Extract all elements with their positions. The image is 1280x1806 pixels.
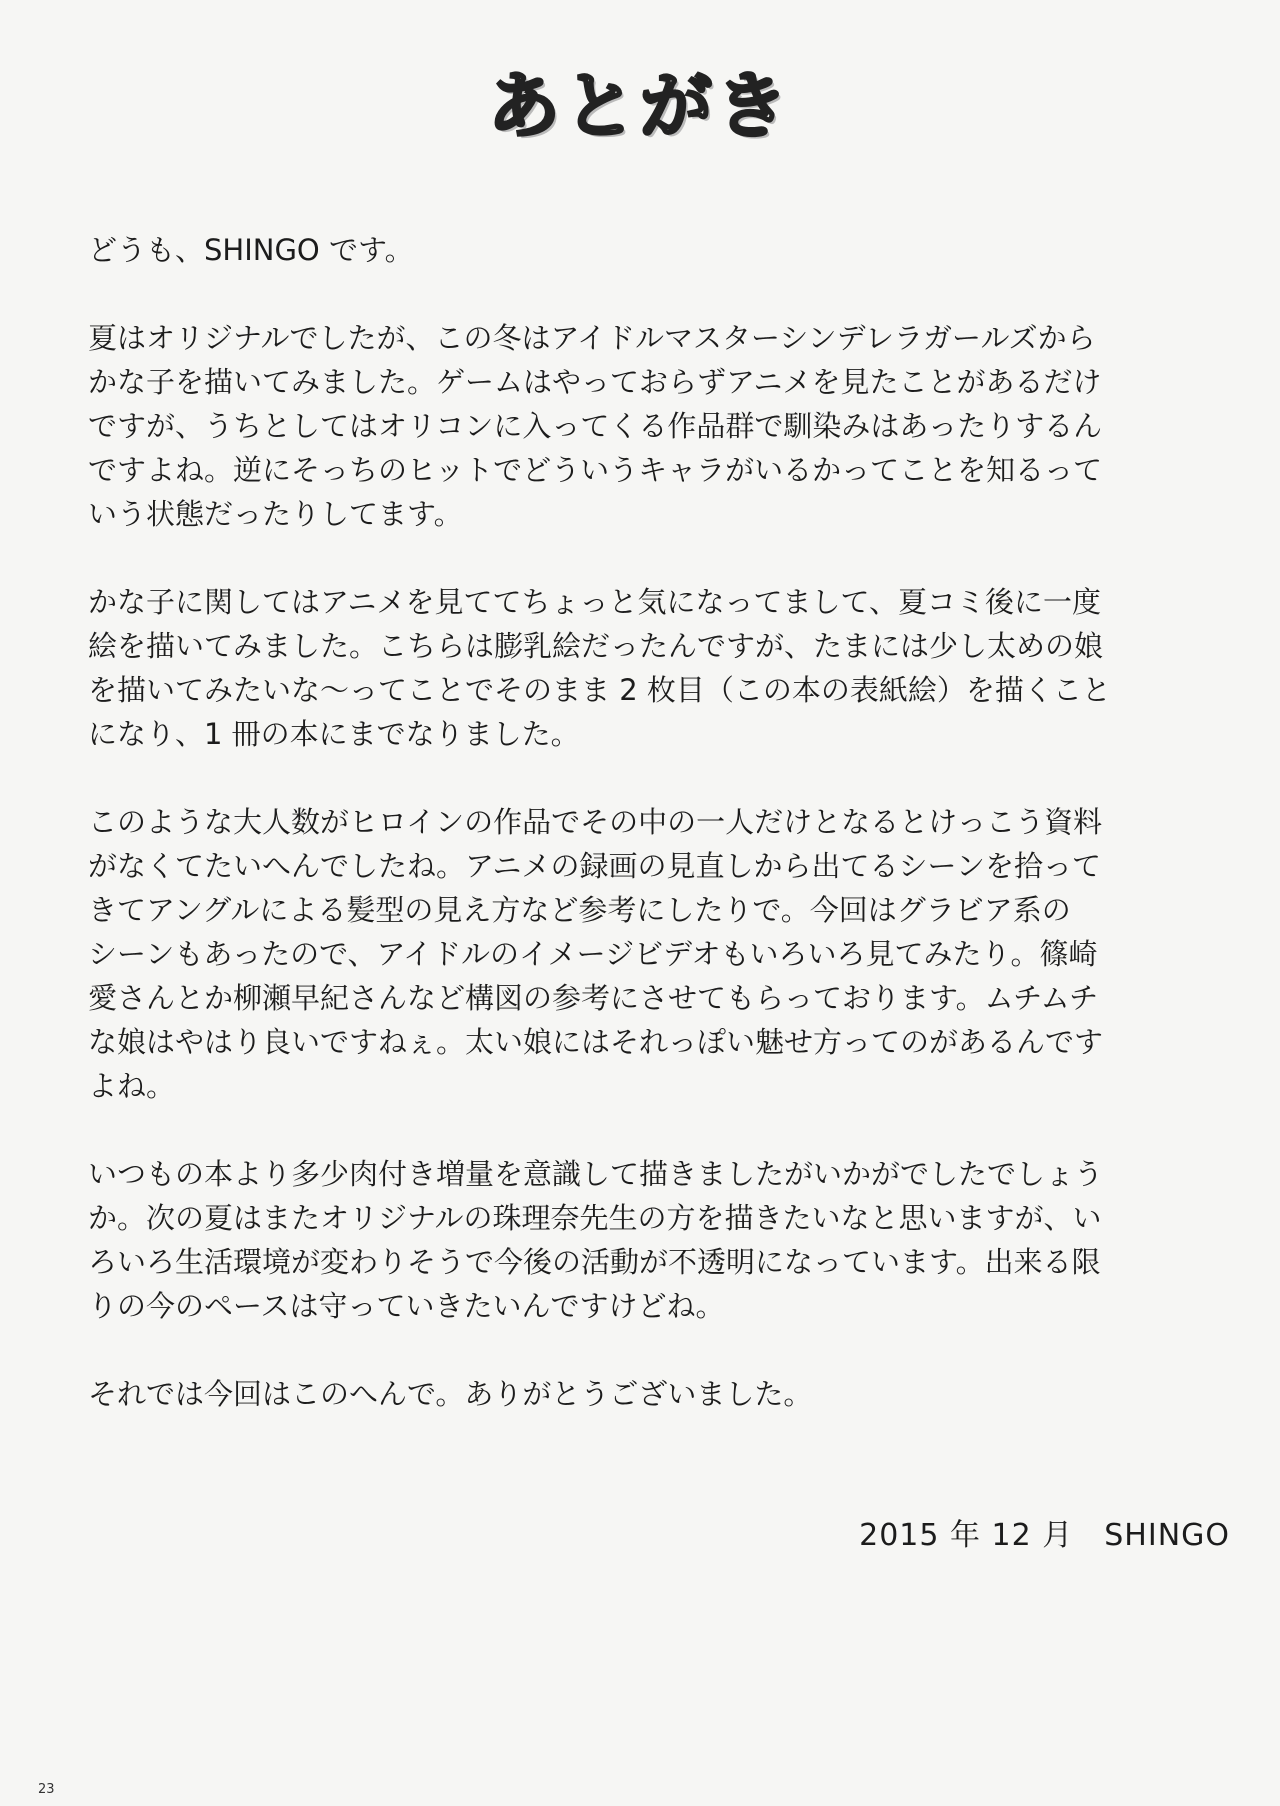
greeting-paragraph: どうも、SHINGO です。 (88, 233, 414, 267)
paragraph-2: かな子に関してはアニメを見ててちょっと気になってまして、夏コミ後に一度 絵を描いてみました。こちらは膨乳絵だったんですが、たまには少し太めの娘 を描いてみたいな〜ってことでそのまま 2 枚目（この本の表紙絵）を描くこと になり、1 冊の本にまでなりました。 (88, 585, 1111, 751)
afterword-body (88, 228, 1228, 1460)
signature-date-author: 2015 年 12 月 SHINGO (859, 1518, 1230, 1553)
page-title: あとがき (487, 64, 792, 148)
paragraph-4: いつもの本より多少肉付き増量を意識して描きましたがいかがでしたでしょう か。次の夏はまたオリジナルの珠理奈先生の方を描きたいなと思いますが、い ろいろ生活環境が変わりそうで今後の活動が不透明になっています。出来る限 りの今のペースは守っていきたいんですけどね。 (88, 1157, 1104, 1323)
paragraph-1: 夏はオリジナルでしたが、この冬はアイドルマスターシンデレラガールズから かな子を描いてみました。ゲームはやっておらずアニメを見たことがあるだけ ですが、うちとしてはオリコンに入ってくる作品群で馴染みはあったりするん ですよね。逆にそっちのヒットでどういうキャラがいるかってことを知るって いう状態だったりしてます。 (88, 321, 1103, 531)
closing-paragraph: それでは今回はこのへんで。ありがとうございました。 (88, 1377, 813, 1411)
page-number: 23 (38, 1782, 55, 1797)
paragraph-3: このような大人数がヒロインの作品でその中の一人だけとなるとけっこう資料 がなくてたいへんでしたね。アニメの録画の見直しから出てるシーンを拾って きてアングルによる髪型の見え方など参考にしたりで。今回はグラビア系の シーンもあったので、アイドルのイメージビデオもいろいろ見てみたり。篠崎 愛さんとか柳瀬早紀さんなど構図の参考にさせてもらっております。ムチムチ な娘はやはり良いですねぇ。太い娘にはそれっぽい魅せ方ってのがあるんです よね。 (88, 805, 1104, 1103)
